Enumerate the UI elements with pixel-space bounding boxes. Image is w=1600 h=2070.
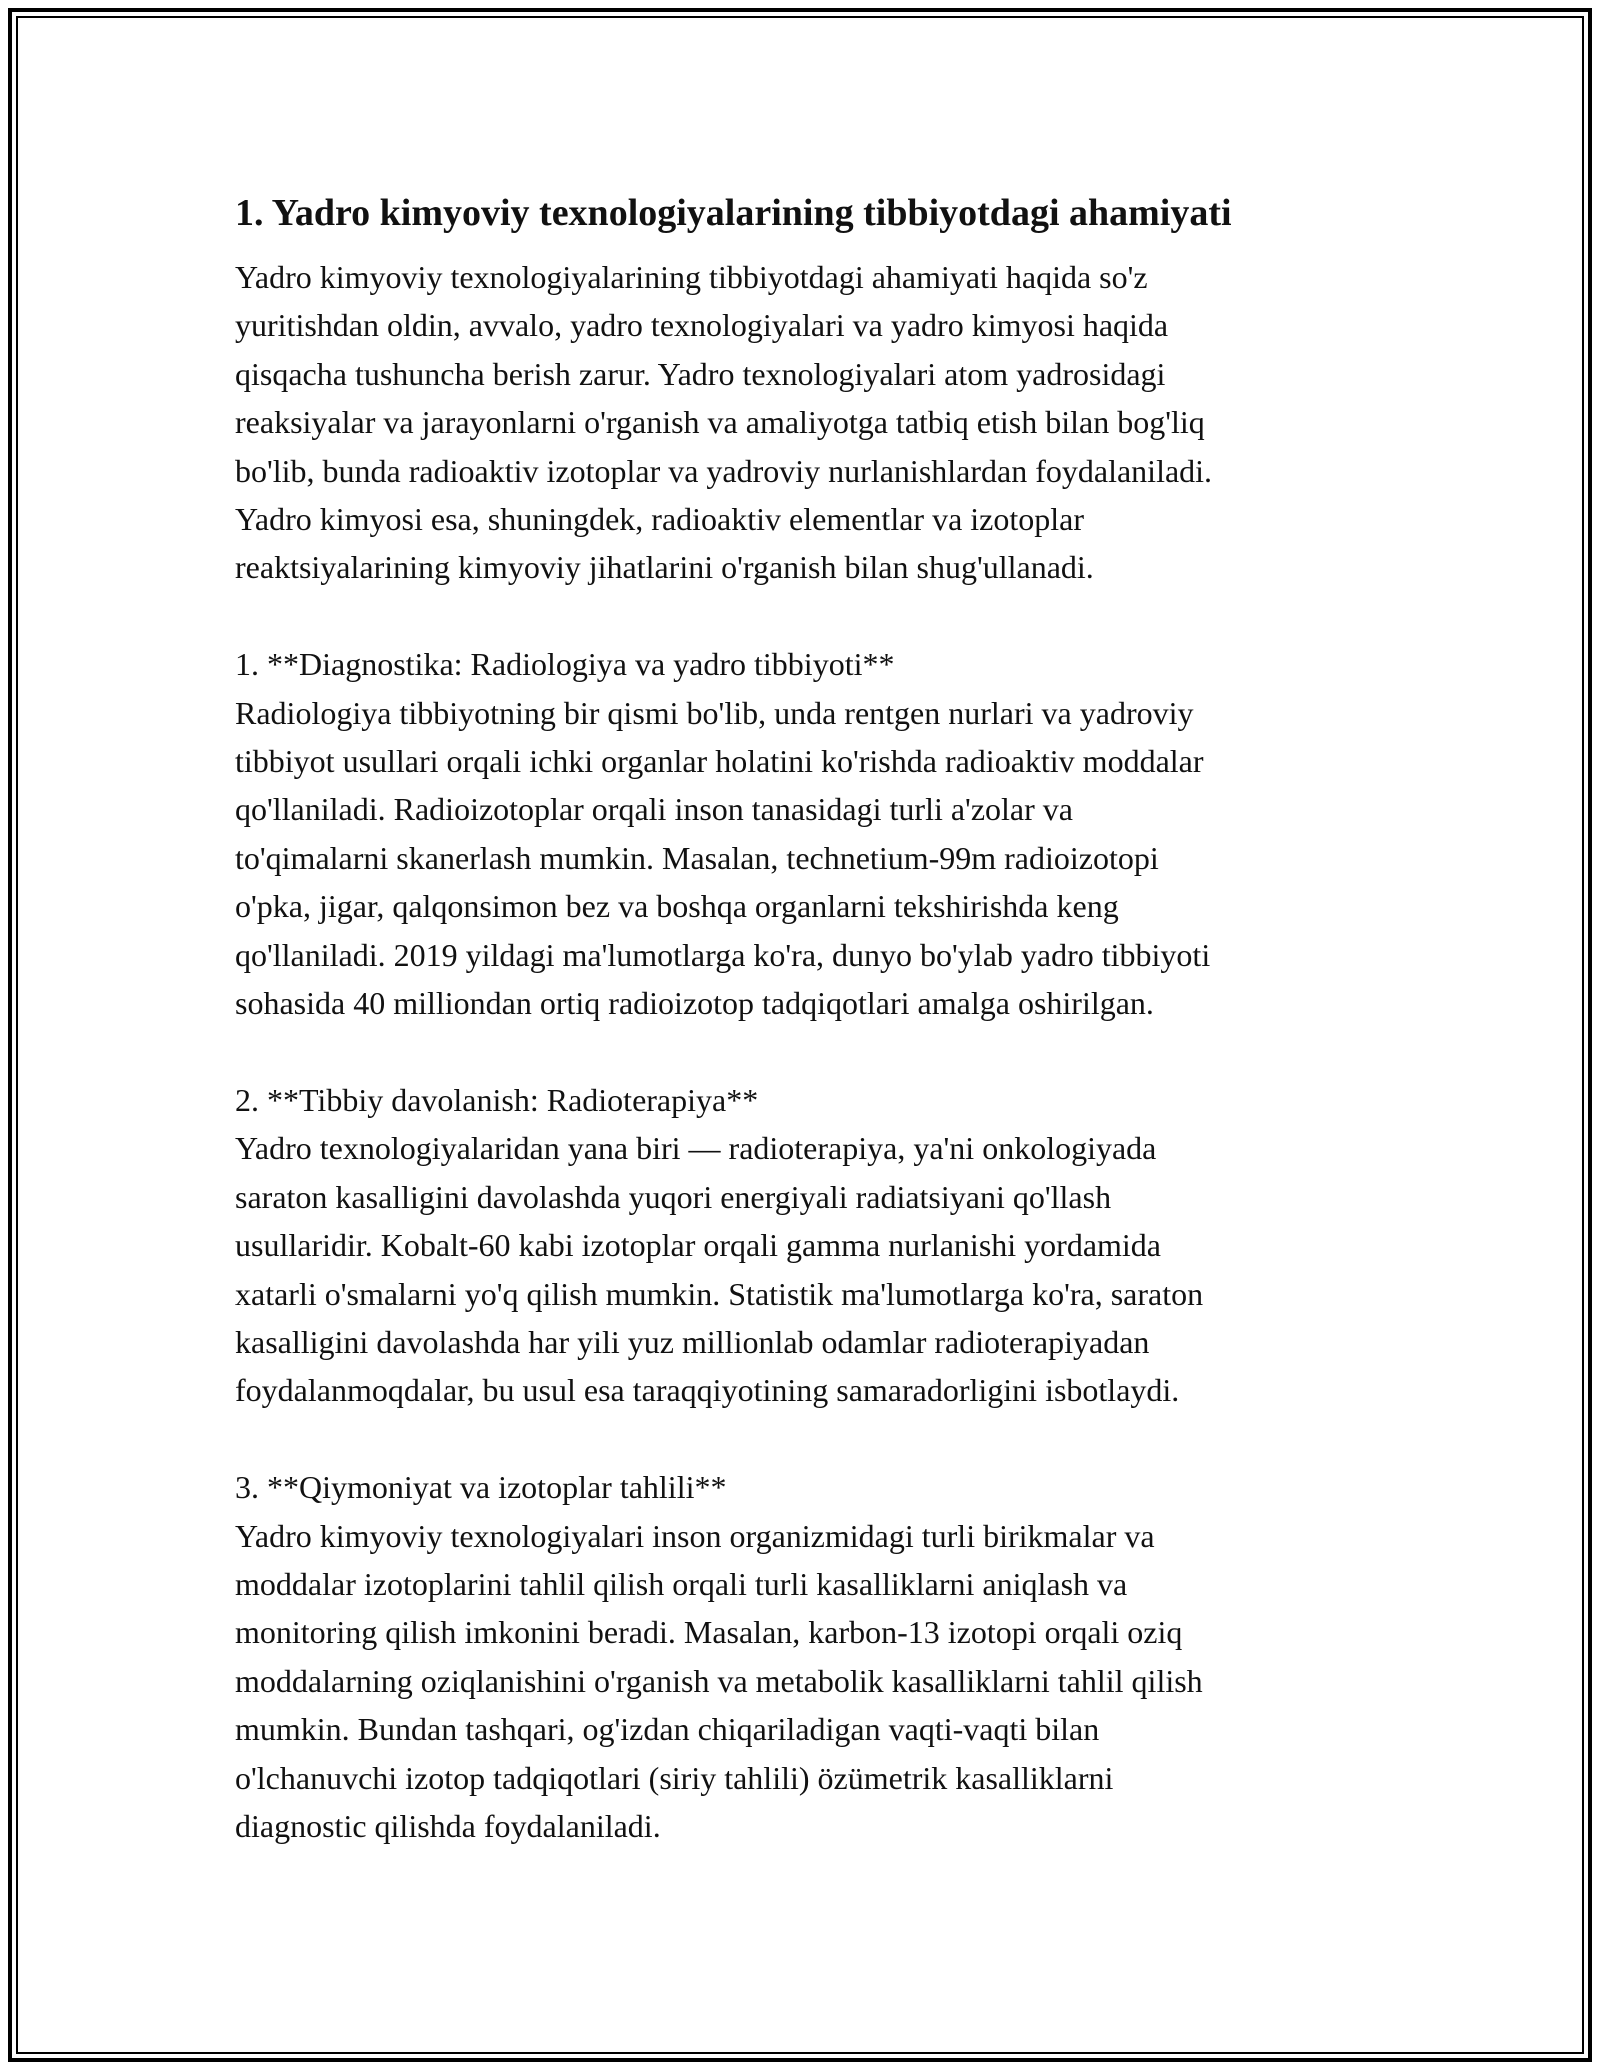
paragraph-line: kasalligini davolashda har yili yuz millionlab odamlar radioterapiyadan <box>235 1323 1150 1360</box>
page-title: 1. Yadro kimyoviy texnologiyalarining tibbiyotdagi ahamiyati <box>235 192 1232 234</box>
paragraph-line: moddalar izotoplarini tahlil qilish orqali turli kasalliklarni aniqlash va <box>235 1565 1128 1602</box>
paragraph-line: yuritishdan oldin, avvalo, yadro texnologiyalari va yadro kimyosi haqida <box>235 307 1169 344</box>
paragraph-line: Yadro texnologiyalaridan yana biri — radioterapiya, ya'ni onkologiyada <box>235 1130 1157 1167</box>
paragraph-line: foydalanmoqdalar, bu usul esa taraqqiyotining samaradorligini isbotlaydi. <box>235 1372 1180 1409</box>
paragraph-line: o'pka, jigar, qalqonsimon bez va boshqa organlarni tekshirishda keng <box>235 888 1119 925</box>
section-diagnostics <box>235 640 1385 1027</box>
paragraph-line: qisqacha tushuncha berish zarur. Yadro texnologiyalari atom yadrosidagi <box>235 355 1166 392</box>
paragraph-line: saraton kasalligini davolashda yuqori energiyali radiatsiyani qo'llash <box>235 1178 1112 1215</box>
paragraph-line: sohasida 40 milliondan ortiq radioizotop tadqiqotlari amalga oshirilgan. <box>235 985 1154 1022</box>
paragraph-line: usullaridir. Kobalt-60 kabi izotoplar orqali gamma nurlanishi yordamida <box>235 1227 1161 1264</box>
section-heading: 2. **Tibbiy davolanish: Radioterapiya** <box>235 1081 759 1118</box>
paragraph-line: bo'lib, bunda radioaktiv izotoplar va yadroviy nurlanishlardan foydalaniladi. <box>235 452 1213 489</box>
section-isotope-analysis <box>235 1463 1385 1850</box>
section-heading: 3. **Qiymoniyat va izotoplar tahlili** <box>235 1469 727 1506</box>
section-heading: 1. **Diagnostika: Radiologiya va yadro tibbiyoti** <box>235 646 895 683</box>
paragraph-line: Yadro kimyosi esa, shuningdek, radioaktiv elementlar va izotoplar <box>235 501 1084 538</box>
paragraph-line: reaksiyalar va jarayonlarni o'rganish va amaliyotga tatbiq etish bilan bog'liq <box>235 404 1205 441</box>
document-body <box>235 185 1385 1850</box>
paragraph-line: diagnostic qilishda foydalaniladi. <box>235 1807 661 1844</box>
paragraph-line: Yadro kimyoviy texnologiyalari inson organizmidagi turli birikmalar va <box>235 1517 1155 1554</box>
paragraph-line: moddalarning oziqlanishini o'rganish va metabolik kasalliklarni tahlil qilish <box>235 1662 1203 1699</box>
paragraph-line: qo'llaniladi. Radioizotoplar orqali inson tanasidagi turli a'zolar va <box>235 791 1073 828</box>
paragraph-line: Radiologiya tibbiyotning bir qismi bo'lib, unda rentgen nurlari va yadroviy <box>235 694 1194 731</box>
paragraph-line: Yadro kimyoviy texnologiyalarining tibbiyotdagi ahamiyati haqida so'z <box>235 259 1148 295</box>
paragraph-line: o'lchanuvchi izotop tadqiqotlari (siriy tahlili) özümetrik kasalliklarni <box>235 1759 1114 1796</box>
paragraph-line: monitoring qilish imkonini beradi. Masalan, karbon-13 izotopi orqali oziq <box>235 1614 1183 1651</box>
paragraph-line: xatarli o'smalarni yo'q qilish mumkin. Statistik ma'lumotlarga ko'ra, saraton <box>235 1275 1204 1312</box>
intro-paragraph <box>235 253 1385 592</box>
paragraph-line: to'qimalarni skanerlash mumkin. Masalan, technetium-99m radioizotopi <box>235 839 1159 876</box>
paragraph-line: tibbiyot usullari orqali ichki organlar holatini ko'rishda radioaktiv moddalar <box>235 743 1204 780</box>
paragraph-line: mumkin. Bundan tashqari, og'izdan chiqariladigan vaqti-vaqti bilan <box>235 1711 1100 1748</box>
paragraph-line: qo'llaniladi. 2019 yildagi ma'lumotlarga ko'ra, dunyo bo'ylab yadro tibbiyoti <box>235 936 1211 973</box>
section-radiotherapy <box>235 1076 1385 1415</box>
paragraph-line: reaktsiyalarining kimyoviy jihatlarini o'rganish bilan shug'ullanadi. <box>235 549 1094 586</box>
